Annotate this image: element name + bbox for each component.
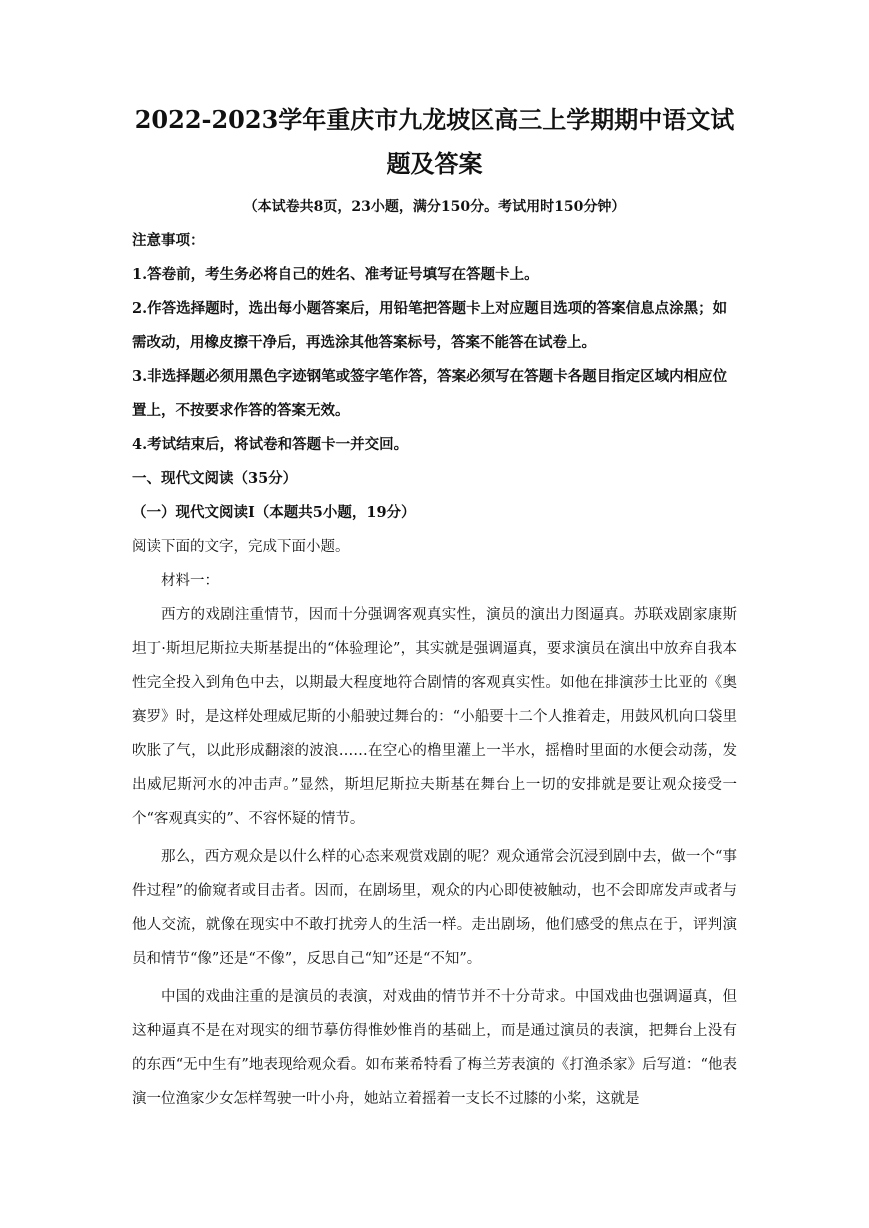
subsection-heading: （一）现代文阅读Ⅰ（本题共5小题，19分） — [132, 504, 416, 521]
notice-item-4: 4.考试结束后，将试卷和答题卡一并交回。 — [132, 436, 409, 453]
notice-item-2: 2.作答选择题时，选出每小题答案后，用铅笔把答题卡上对应题目选项的答案信息点涂黑；如需改动，用橡皮擦干净后，再选涂其他答案标号，答案不能答在试卷上。 — [132, 300, 728, 351]
body-paragraph-3: 中国的戏曲注重的是演员的表演，对戏曲的情节并不十分苛求。中国戏曲也强调逼真，但这种逼真不是在对现实的细节摹仿得惟妙惟肖的基础上，而是通过演员的表演，把舞台上没有的东西“无中生有”地表现给观众看。如布莱希特看了梅兰芳表演的《打渔杀家》后写道：“他表演一位渔家少女怎样驾驶一叶小舟，她站立着摇着一支长不过膝的小桨，这就是 — [132, 989, 737, 1107]
notice-item-1: 1.答卷前，考生务必将自己的姓名、准考证号填写在答题卡上。 — [132, 266, 539, 283]
notice-item-3: 3.非选择题必须用黑色字迹钢笔或签字笔作答，答案必须写在答题卡各题目指定区域内相应位置上，不按要求作答的答案无效。 — [132, 368, 728, 419]
body-paragraph-2: 那么，西方观众是以什么样的心态来观赏戏剧的呢？观众通常会沉浸到剧中去，做一个“事件过程”的偷窥者或目击者。因而，在剧场里，观众的内心即使被触动，也不会即席发声或者与他人交流，就像在现实中不敢打扰旁人的生活一样。走出剧场，他们感受的焦点在于，评判演员和情节“像”还是“不像”，反思自己“知”还是“不知”。 — [132, 849, 737, 967]
body-paragraph-1: 西方的戏剧注重情节，因而十分强调客观真实性，演员的演出力图逼真。苏联戏剧家康斯坦丁·斯坦尼斯拉夫斯基提出的“体验理论”，其实就是强调逼真，要求演员在演出中放弃自我本性完全投入到角色中去，以期最大程度地符合剧情的客观真实性。如他在排演莎士比亚的《奥赛罗》时，是这样处理威尼斯的小船驶过舞台的：“小船要十二个人推着走，用鼓风机向口袋里吹胀了气，以此形成翻滚的波浪……在空心的橹里灌上一半水，摇橹时里面的水便会动荡，发出威尼斯河水的冲击声。”显然，斯坦尼斯拉夫斯基在舞台上一切的安排就是要让观众接受一个“客观真实的”、不容怀疑的情节。 — [132, 607, 737, 827]
exam-info: （本试卷共8页，23小题，满分150分。考试用时150分钟） — [243, 199, 626, 215]
reading-instruction: 阅读下面的文字，完成下面小题。 — [132, 539, 350, 555]
document-title: 2022-2023学年重庆市九龙坡区高三上学期期中语文试题及答案 — [134, 105, 735, 178]
material-label: 材料一： — [161, 573, 219, 589]
section-heading: 一、现代文阅读（35分） — [132, 470, 298, 487]
notice-heading: 注意事项： — [132, 232, 205, 249]
